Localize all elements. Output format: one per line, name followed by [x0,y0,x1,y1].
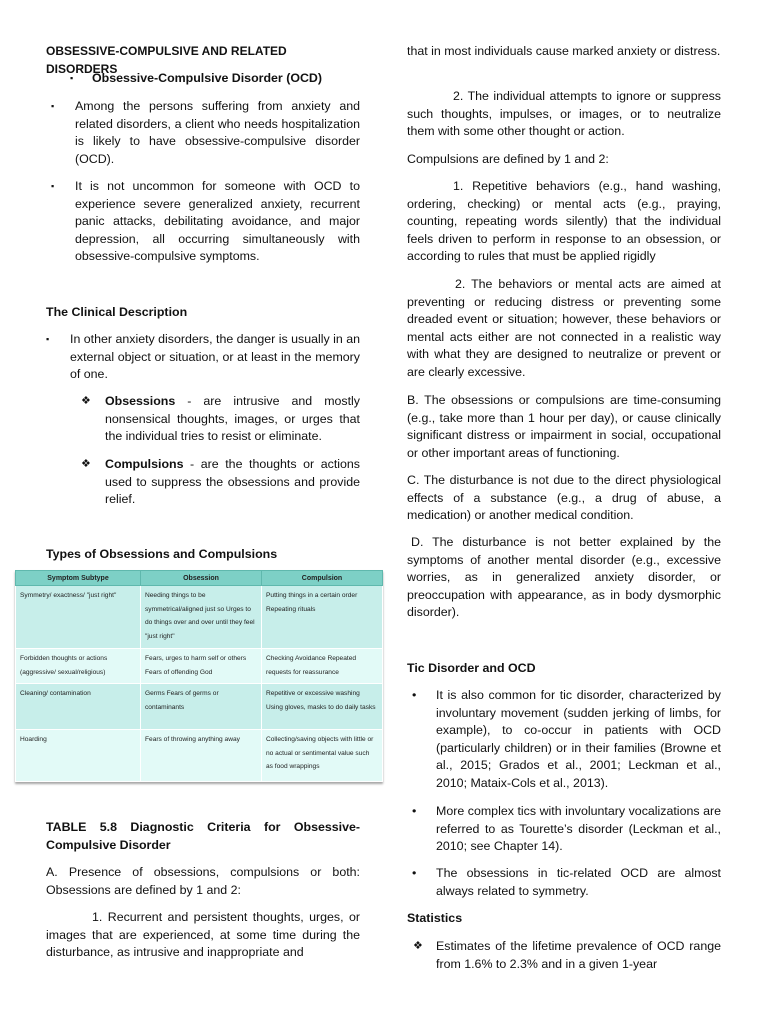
tic-paragraph-2: More complex tics with involuntary vocalizations are referred to as Tourette’s disorder (Leckman et al., 2010; see Chapter 14). [436,804,721,854]
compulsions-definition: Compulsions - are the thoughts or actions used to suppress the obsessions and provide relief. [105,457,360,507]
table-header-cell: Compulsion [262,571,383,586]
compulsions-definition-line: Compulsions are defined by 1 and 2: [407,152,609,166]
symptom-subtype-table [15,570,383,782]
intro-paragraph-1: Among the persons suffering from anxiety and related disorders, a client who needs hospitalization is likely to have obsessive-compulsive disorder (OCD). [75,99,360,166]
dot-bullet-icon: • [412,688,417,702]
compulsion-criterion-2: 2. The behaviors or mental acts are aimed at preventing or reducing distress or preventing some dreaded event or situation; however, these behaviors or mental acts either are not connected in a realistic way with what they are designed to neutralize or prevent or are clearly excessive. [407,277,721,379]
tic-disorder-heading: Tic Disorder and OCD [407,661,536,675]
table-cell: Germs Fears of germs or contaminants [141,684,262,730]
table-5-8-title: TABLE 5.8 Diagnostic Criteria for Obsessive-Compulsive Disorder [46,820,360,852]
tic-paragraph-1: It is also common for tic disorder, characterized by involuntary movement (sudden jerking of limbs, for example), to co-occur in patients with OCD (particularly children) or in their families (Browne et al., 2015; Grados et al., 2001; Leckman et al., 2010; Mataix-Cols et al., 2013). [436,688,721,790]
table-row [16,586,383,649]
table-cell: Forbidden thoughts or actions (aggressive/ sexual/religious) [16,649,141,684]
criterion-b: B. The obsessions or compulsions are time-consuming (e.g., take more than 1 hour per day), or cause clinically significant distress or impairment in social, occupational or other important areas of functioning. [407,393,721,460]
table-cell: Needing things to be symmetrical/aligned just so Urges to do things over and over until they feel "just right" [141,586,262,649]
table-row [16,730,383,782]
table-header-row [16,571,383,586]
statistics-paragraph: Estimates of the lifetime prevalence of OCD range from 1.6% to 2.3% and in a given 1-year [436,939,721,971]
table-cell: Repetitive or excessive washing Using gloves, masks to do daily tasks [262,684,383,730]
square-bullet-icon: ▪ [51,101,55,111]
table-cell: Symmetry/ exactness/ "just right" [16,586,141,649]
criterion-c: C. The disturbance is not due to the direct physiological effects of a substance (e.g., a drug of abuse, a medication) or another medical condition. [407,473,721,523]
table-cell: Collecting/saving objects with little or no actual or sentimental value such as food wrappings [262,730,383,782]
ocd-subheading: Obsessive-Compulsive Disorder (OCD) [92,71,322,85]
table-cell: Putting things in a certain order Repeating rituals [262,586,383,649]
obsessions-definition: Obsessions - are intrusive and mostly nonsensical thoughts, images, or urges that the individual tries to resist or eliminate. [105,394,360,444]
square-bullet-icon: ▪ [46,334,50,344]
obsession-criterion-2: 2. The individual attempts to ignore or suppress such thoughts, impulses, or images, or to neutralize them with some other thought or action. [407,89,721,139]
table-row [16,649,383,684]
table-header-cell: Symptom Subtype [16,571,141,586]
criterion-a: A. Presence of obsessions, compulsions or both: Obsessions are defined by 1 and 2: [46,865,360,897]
intro-paragraph-2: It is not uncommon for someone with OCD to experience severe generalized anxiety, recurrent panic attacks, debilitating avoidance, and major depression, all occurring simultaneously with obsessive-compulsive symptoms. [75,179,360,264]
table-cell: Hoarding [16,730,141,782]
statistics-heading: Statistics [407,911,463,925]
table-header-cell: Obsession [141,571,262,586]
table-cell: Fears of throwing anything away [141,730,262,782]
clinical-paragraph: In other anxiety disorders, the danger is usually in an external object or situation, or at least in the memory of one. [70,332,360,382]
continuation-text: that in most individuals cause marked anxiety or distress. [407,44,721,58]
tic-paragraph-3: The obsessions in tic-related OCD are almost always related to symmetry. [436,866,721,898]
diamond-bullet-icon: ❖ [81,458,91,470]
square-bullet-icon: ▪ [70,73,74,83]
diamond-bullet-icon: ❖ [81,395,91,407]
square-bullet-icon: ▪ [51,181,55,191]
dot-bullet-icon: • [412,804,417,818]
criterion-d: D. The disturbance is not better explained by the symptoms of another mental disorder (e.g., excessive worries, as in generalized anxiety disorder, or preoccupation with appearance, as in body dysmorphic disorder). [407,535,721,620]
table-cell: Checking Avoidance Repeated requests for reassurance [262,649,383,684]
table-cell: Cleaning/ contamination [16,684,141,730]
types-heading: Types of Obsessions and Compulsions [46,547,278,561]
obsession-criterion-1: 1. Recurrent and persistent thoughts, urges, or images that are experienced, at some time during the disturbance, as intrusive and inappropriate and [46,910,360,960]
compulsion-criterion-1: 1. Repetitive behaviors (e.g., hand washing, ordering, checking) or mental acts (e.g., praying, counting, repeating words silently) that the individual feels driven to perform in response to an obsession, or according to rules that must be applied rigidly [407,179,721,264]
page-heading: OBSESSIVE-COMPULSIVE AND RELATED DISORDERS [46,44,287,76]
diamond-bullet-icon: ❖ [413,940,423,952]
clinical-description-heading: The Clinical Description [46,305,188,319]
table-cell: Fears, urges to harm self or others Fears of offending God [141,649,262,684]
table-row [16,684,383,730]
dot-bullet-icon: • [412,866,417,880]
